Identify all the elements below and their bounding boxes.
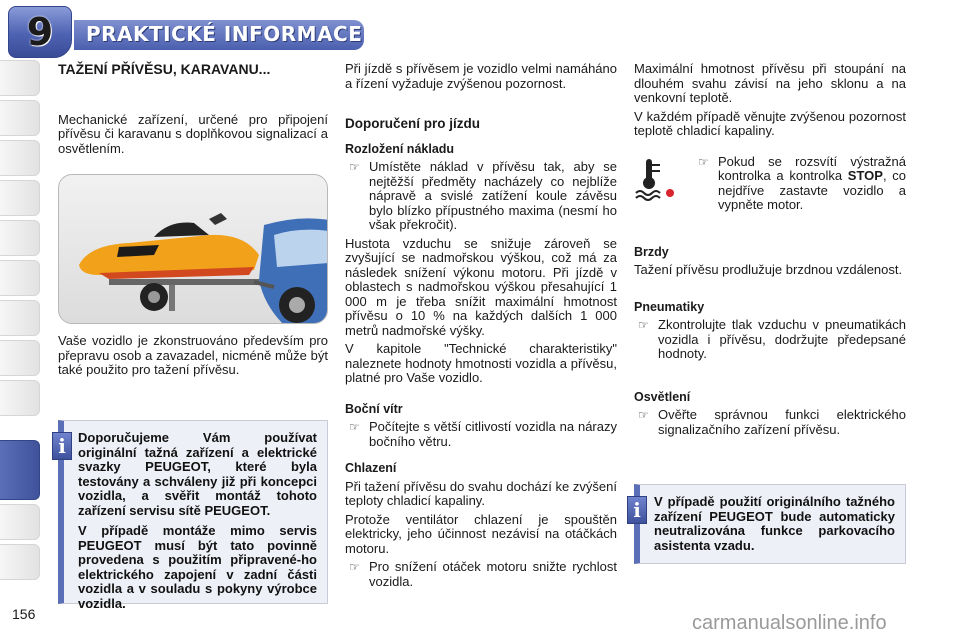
paragraph: V každém případě věnujte zvýšenou pozornost teplotě chladicí kapaliny. bbox=[634, 108, 906, 138]
chapter-tab[interactable] bbox=[0, 140, 40, 176]
page-number: 156 bbox=[12, 606, 36, 622]
hand-pointer-icon: ☞ bbox=[349, 560, 360, 574]
chapter-tab-active[interactable] bbox=[0, 440, 40, 500]
list-item: ☞ Zkontrolujte tlak vzduchu v pneumatikách vozidla i přívěsu, dodržujte předepsané hodnoty. bbox=[634, 318, 906, 362]
list-item: ☞ Ověřte správnou funkci elektrického signalizačního zařízení přívěsu. bbox=[634, 408, 906, 437]
vehicle-paragraph: Vaše vozidlo je zkonstruováno především pro přepravu osob a zavazadel, nicméně může být také použito pro tažení přívěsu. bbox=[58, 333, 328, 377]
warning-row bbox=[634, 155, 906, 217]
chapter-tab[interactable] bbox=[0, 180, 40, 216]
info-text: V případě montáže mimo servis PEUGEOT musí být tato povinně provedena s použitím připravené-ho elektrického zapojení v zadní části vozidla a v souladu s pokyny výrobce vozidla. bbox=[78, 523, 317, 611]
chapter-tab[interactable] bbox=[0, 544, 40, 580]
chapter-tab[interactable] bbox=[0, 380, 40, 416]
info-box-left bbox=[58, 420, 328, 611]
info-box-right bbox=[634, 484, 906, 564]
subheading: Osvětlení bbox=[634, 389, 691, 404]
jetski-trailer-icon bbox=[59, 175, 328, 324]
list-item: ☞ Pro snížení otáček motoru snižte rychlost vozidla. bbox=[345, 560, 617, 589]
hand-pointer-icon: ☞ bbox=[638, 318, 649, 332]
list-item: ☞ Pokud se rozsvítí výstražná kontrolka a kontrolka STOP, co nejdříve zastavte vozidlo a vypněte motor. bbox=[694, 155, 906, 213]
paragraph: V kapitole "Technické charakteristiky" naleznete hodnoty hmotnosti vozidla a přívěsu, platné pro Vaše vozidlo. bbox=[345, 341, 617, 385]
chapter-header bbox=[8, 6, 488, 58]
chapter-tab[interactable] bbox=[0, 220, 40, 256]
list-item: ☞ Umístěte náklad v přívěsu tak, aby se nejtěžší předměty nacházely co nejblíže nápravě a svislé zatížení koule závěsu bylo blízko přípustného maxima (nesmí ho však překročit). bbox=[345, 160, 617, 233]
column-2 bbox=[345, 62, 617, 593]
chapter-tab[interactable] bbox=[0, 340, 40, 376]
paragraph: Při tažení přívěsu do svahu dochází ke zvýšení teploty chladicí kapaliny. bbox=[345, 478, 617, 508]
section-heading: Doporučení pro jízdu bbox=[345, 116, 480, 131]
intro-paragraph: Při jízdě s přívěsem je vozidlo velmi namáháno a řízení vyžaduje zvýšenou pozornost. bbox=[345, 61, 617, 91]
chapter-tab[interactable] bbox=[0, 260, 40, 296]
info-text: Doporučujeme Vám používat originální tažná zařízení a elektrické svazky PEUGEOT, které byla testovány a schváleny již při koncepci vozidla, a svěřit montáž tohoto zařízení servisu sítě PEUGEOT. bbox=[78, 430, 317, 518]
chapter-number: 9 bbox=[26, 10, 54, 54]
subheading: Rozložení nákladu bbox=[345, 141, 455, 156]
hand-pointer-icon: ☞ bbox=[638, 408, 649, 422]
paragraph: Hustota vzduchu se snižuje zároveň se zvyšující se nadmořskou výškou, což má za následek snížení výkonu motoru. Při jízdě v oblastech s nadmořskou výškou přesahující 1 000 m je třeba snížit maximální hmotnost přívěsu o 10 % na každých dalších 1 000 metrů nadmořské výšky. bbox=[345, 235, 617, 338]
hand-pointer-icon: ☞ bbox=[349, 160, 360, 174]
chapter-tab[interactable] bbox=[0, 100, 40, 136]
towing-illustration bbox=[58, 174, 328, 324]
paragraph: Protože ventilátor chlazení je spouštěn elektricky, jeho účinnost nezávisí na otáčkách motoru. bbox=[345, 511, 617, 556]
paragraph: Tažení přívěsu prodlužuje brzdnou vzdálenost. bbox=[634, 262, 903, 277]
stop-label: STOP bbox=[847, 168, 883, 183]
subheading: Boční vítr bbox=[345, 401, 403, 416]
list-item: ☞ Počítejte s větší citlivostí vozidla na nárazy bočního větru. bbox=[345, 420, 617, 449]
column-3 bbox=[634, 62, 906, 441]
page-title: TAŽENÍ PŘÍVĚSU, KARAVANU... bbox=[58, 61, 271, 77]
coolant-temperature-warning-icon bbox=[634, 155, 678, 201]
watermark: carmanualsonline.info bbox=[692, 612, 887, 634]
hand-pointer-icon: ☞ bbox=[698, 154, 709, 169]
column-1 bbox=[58, 62, 328, 382]
chapter-tab[interactable] bbox=[0, 60, 40, 96]
info-icon: i bbox=[627, 496, 647, 524]
side-tabs bbox=[0, 60, 46, 620]
chapter-tab[interactable] bbox=[0, 300, 40, 336]
paragraph: Maximální hmotnost přívěsu při stoupání na dlouhém svahu závisí na jeho sklonu a na venkovní teplotě. bbox=[634, 61, 906, 105]
info-text: V případě použití originálního tažného zařízení PEUGEOT bude automaticky neutralizována funkce parkovacího asistenta vzadu. bbox=[654, 494, 895, 553]
subheading: Chlazení bbox=[345, 461, 397, 475]
subheading: Pneumatiky bbox=[634, 299, 705, 314]
intro-paragraph: Mechanické zařízení, určené pro připojení přívěsu či karavanu s doplňkovou signalizací a osvětlením. bbox=[58, 111, 328, 156]
chapter-title: PRAKTICKÉ INFORMACE bbox=[86, 22, 363, 46]
subheading: Brzdy bbox=[634, 244, 669, 259]
info-icon: i bbox=[52, 432, 72, 460]
hand-pointer-icon: ☞ bbox=[349, 420, 360, 434]
chapter-tab[interactable] bbox=[0, 504, 40, 540]
